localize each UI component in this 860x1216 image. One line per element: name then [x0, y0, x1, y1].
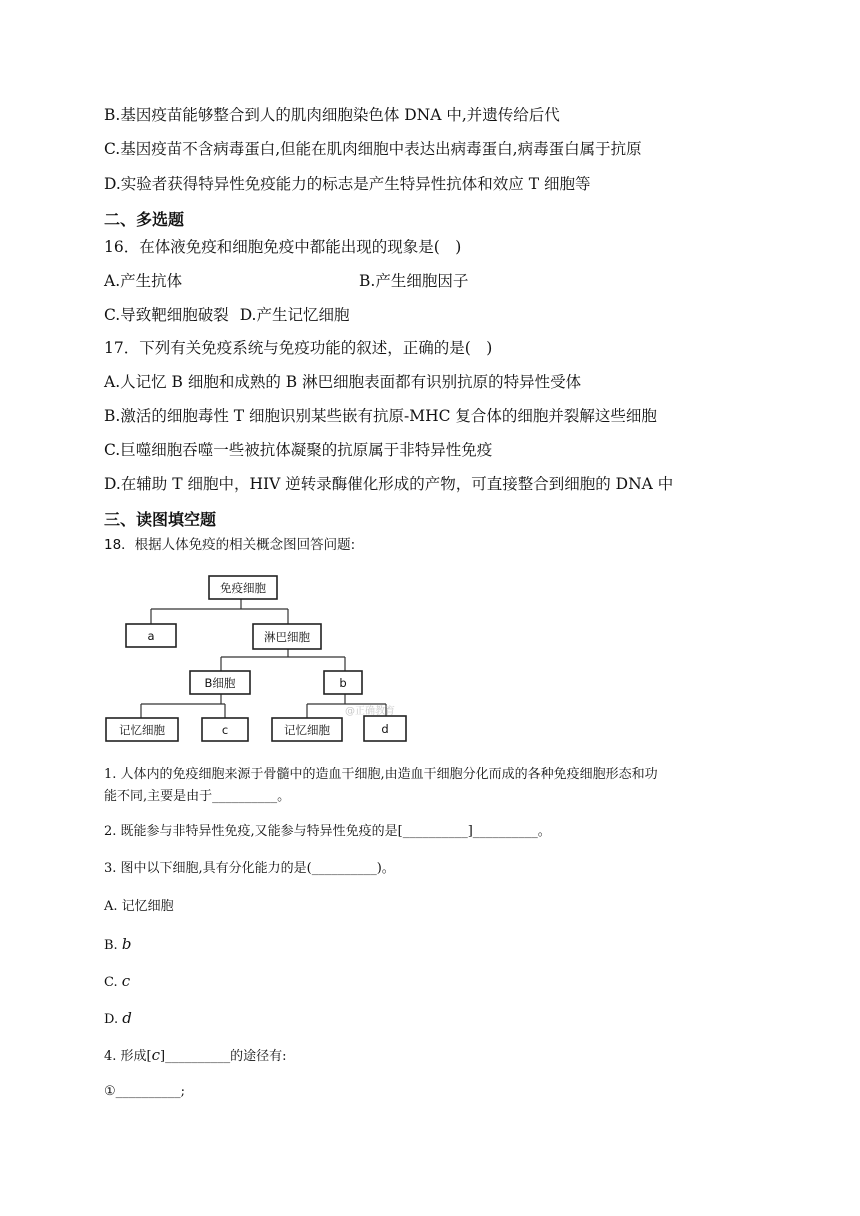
node-lymphocyte: 淋巴细胞 [264, 630, 310, 644]
node-b-cell: B细胞 [204, 676, 236, 690]
node-c: c [221, 723, 229, 737]
q16-row1 [104, 271, 469, 291]
node-immune-cell: 免疫细胞 [220, 581, 266, 595]
q18-sub3-option-d: D. d [104, 1009, 132, 1027]
q15-option-b: B.基因疫苗能够整合到人的肌肉细胞染色体 DNA 中,并遗传给后代 [104, 106, 560, 124]
q15-option-c: C.基因疫苗不含病毒蛋白,但能在肌肉细胞中表达出病毒蛋白,病毒蛋白属于抗原 [104, 140, 642, 158]
watermark: @正确教育 [345, 706, 395, 717]
q18-sub4: 4. 形成[c]__________的途径有: [104, 1046, 287, 1064]
q15-option-d: D.实验者获得特异性免疫能力的标志是产生特异性抗体和效应 T 细胞等 [104, 175, 591, 193]
q16-option-b: B.产生细胞因子 [359, 272, 469, 290]
q16-option-c: C.导致靶细胞破裂 [104, 306, 229, 324]
node-memory-cell-2: 记忆细胞 [284, 723, 330, 737]
q17-option-d: D.在辅助 T 细胞中，HIV 逆转录酶催化形成的产物，可直接整合到细胞的 DNA 中 [104, 475, 674, 493]
node-b: b [339, 676, 347, 690]
node-a: a [147, 629, 155, 643]
q17-option-a: A.人记忆 B 细胞和成熟的 B 淋巴细胞表面都有识别抗原的特异性受体 [104, 373, 582, 391]
q17-stem: 17．下列有关免疫系统与免疫功能的叙述，正确的是( ) [104, 339, 493, 357]
q16-stem: 16．在体液免疫和细胞免疫中都能出现的现象是( ) [104, 238, 462, 256]
q17-option-c: C.巨噬细胞吞噬一些被抗体凝聚的抗原属于非特异性免疫 [104, 441, 493, 459]
q18-sub1-line2: 能不同,主要是由于__________。 [104, 789, 291, 804]
section-title-multiple-choice: 二、多选题 [104, 210, 185, 229]
q18-stem: 18．根据人体免疫的相关概念图回答问题: [104, 537, 356, 553]
section-title-diagram-fill: 三、读图填空题 [104, 510, 217, 529]
q18-sub3-option-a: A. 记忆细胞 [104, 899, 174, 914]
q16-option-a: A.产生抗体 [104, 272, 183, 290]
node-d: d [381, 722, 389, 736]
q17-option-b: B.激活的细胞毒性 T 细胞识别某些嵌有抗原-MHC 复合体的细胞并裂解这些细胞 [104, 407, 657, 425]
q16-row2 [104, 305, 350, 325]
q18-sub3: 3. 图中以下细胞,具有分化能力的是(__________)。 [104, 861, 395, 876]
node-memory-cell-1: 记忆细胞 [119, 723, 165, 737]
q18-sub1-line1: 1. 人体内的免疫细胞来源于骨髓中的造血干细胞,由造血干细胞分化而成的各种免疫细胞形态和功 [104, 767, 658, 782]
immune-concept-diagram [104, 568, 409, 748]
q18-sub4-item1: ①__________; [104, 1084, 186, 1099]
q18-sub3-option-c: C. c [104, 972, 131, 990]
q16-option-d: D.产生记忆细胞 [239, 306, 350, 324]
q18-sub2: 2. 既能参与非特异性免疫,又能参与特异性免疫的是[__________]__________。 [104, 824, 551, 839]
q18-sub3-option-b: B. b [104, 935, 132, 953]
